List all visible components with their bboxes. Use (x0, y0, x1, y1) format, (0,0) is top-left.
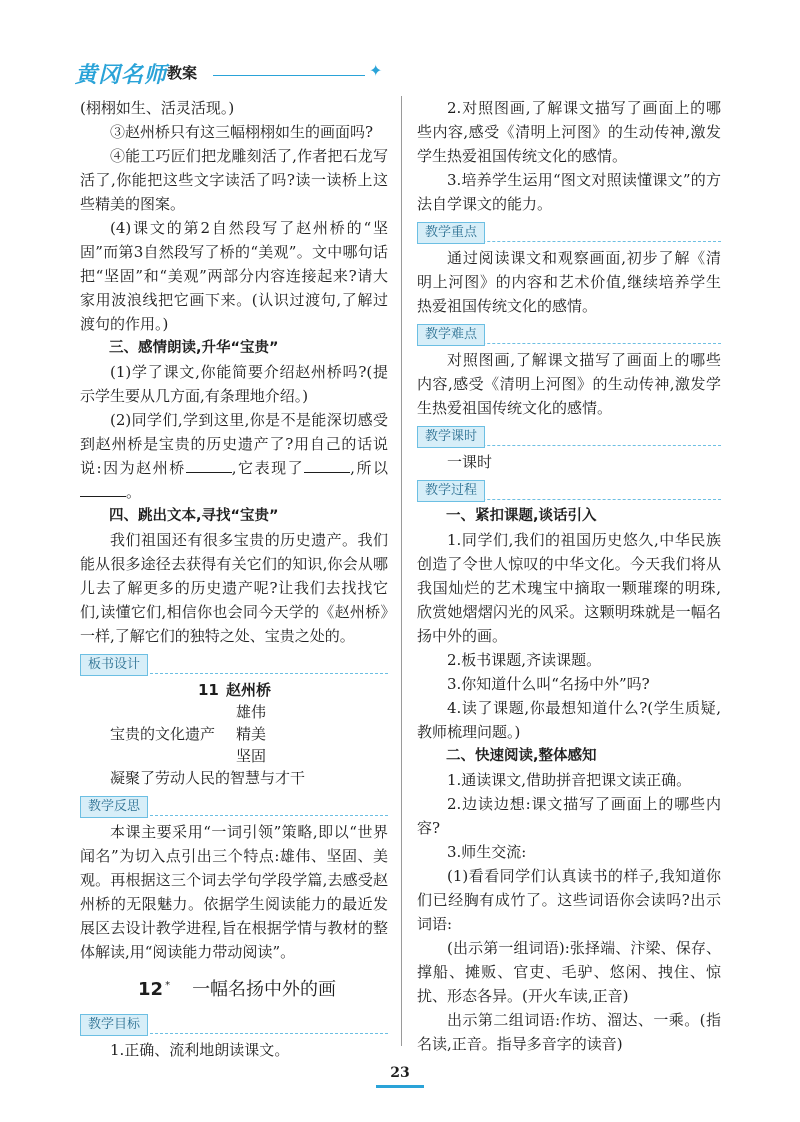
paragraph: (1)看看同学们认真读书的样子,我知道你们已经胸有成竹了。这些词语你会读吗?出示词语: (417, 867, 721, 933)
paragraph: 2.边读边想:课文描写了画面上的哪些内容? (417, 795, 721, 837)
left-column (80, 96, 388, 1062)
blank-line (186, 456, 232, 473)
paragraph: ③赵州桥只有这三幅栩栩如生的画面吗? (110, 123, 374, 141)
board-title: 赵州桥 (226, 681, 272, 699)
difficulty-section (417, 318, 721, 348)
section-tag: 教学重点 (417, 222, 485, 244)
paragraph: (4)课文的第2自然段写了赵州桥的“坚固”而第3自然段写了桥的“美观”。文中哪句话把“坚固”和“美观”两部分内容连接起来?请大家用波浪线把它画下来。(认识过渡句,了解过渡句的作用。) (80, 219, 388, 333)
board-label: 宝贵的文化遗产 (110, 725, 216, 743)
header-subtitle: 教案 (167, 64, 198, 82)
text: ,所以 (350, 459, 388, 477)
board-number: 11 (198, 681, 219, 699)
page-number: 23 (390, 1065, 410, 1081)
board-word: 雄伟 (236, 703, 267, 721)
column-divider (401, 96, 402, 1046)
paragraph: 2.对照图画,了解课文描写了画面上的哪些内容,感受《清明上河图》的生动传神,激发学生热爱祖国传统文化的感情。 (417, 99, 721, 165)
board-summary: 凝聚了劳动人民的智慧与才干 (110, 769, 306, 787)
right-column (417, 96, 721, 1056)
section-heading: 四、跳出文本,寻找“宝贵” (109, 508, 279, 524)
paragraph: 3.你知道什么叫“名扬中外”吗? (447, 675, 650, 693)
text: ,它表现了 (231, 459, 305, 477)
board-design (80, 678, 388, 787)
class-hours-section (417, 420, 721, 450)
paragraph: 1.正确、流利地朗读课文。 (110, 1041, 290, 1059)
section-tag: 教学目标 (80, 1014, 148, 1036)
text: 。 (126, 483, 142, 501)
paragraph: 一课时 (447, 453, 493, 471)
lesson-title (80, 974, 388, 1002)
board-word: 精美 (236, 725, 267, 743)
paragraph: 我们祖国还有很多宝贵的历史遗产。我们能从很多途径去获得有关它们的知识,你会从哪儿去了解更多的历史遗产呢?让我们去找找它们,读懂它们,相信你也会同今天学的《赵州桥》一样,了解它们的独特之处、宝贵之处的。 (80, 531, 388, 645)
paragraph: (出示第一组词语):张择端、汴梁、保存、撑船、摊贩、官吏、毛驴、悠闲、拽住、惊扰、形态各异。(开火车读,正音) (417, 939, 721, 1005)
brand-logo: 黄冈名师 (75, 63, 168, 88)
lesson-number: 12 (138, 979, 164, 1000)
paragraph: 通过阅读课文和观察画面,初步了解《清明上河图》的内容和艺术价值,继续培养学生热爱祖国传统文化的感情。 (417, 249, 721, 315)
key-points-section (417, 216, 721, 246)
fill-in-paragraph (80, 408, 388, 504)
section-tag: 教学难点 (417, 324, 485, 346)
section-heading: 三、感情朗读,升华“宝贵” (109, 340, 279, 356)
paragraph: (栩栩如生、活灵活现。) (80, 99, 235, 117)
section-tag: 教学反思 (80, 796, 148, 818)
paragraph: ④能工巧匠们把龙雕刻活了,作者把石龙写活了,你能把这些文字读活了吗?读一读桥上这些精美的图案。 (80, 147, 388, 213)
board-design-section (80, 648, 388, 678)
paragraph: 2.板书课题,齐读课题。 (447, 651, 602, 669)
page-number-bar (376, 1085, 424, 1088)
paragraph: 本课主要采用“一词引领”策略,即以“世界闻名”为切入点引出三个特点:雄伟、坚固、美观。再根据这三个词去学句学段学篇,去感受赵州桥的无限魅力。依据学生阅读能力的最近发展区去设计教学进程,旨在根据学情与教材的整体解读,用“阅读能力带动阅读”。 (80, 823, 388, 961)
paragraph: 对照图画,了解课文描写了画面上的哪些内容,感受《清明上河图》的生动传神,激发学生热爱祖国传统文化的感情。 (417, 351, 721, 417)
process-section (417, 474, 721, 504)
section-tag: 教学过程 (417, 480, 485, 502)
lesson-name: 一幅名扬中外的画 (192, 979, 337, 1000)
lesson-mark: * (165, 980, 171, 991)
board-word: 坚固 (236, 747, 267, 765)
section-tag: 教学课时 (417, 426, 485, 448)
paragraph: 出示第二组词语:作坊、溜达、一乘。(指名读,正音。指导多音字的读音) (417, 1011, 721, 1053)
running-header (75, 58, 435, 92)
paragraph: 4.读了课题,你最想知道什么?(学生质疑,教师梳理问题。) (417, 699, 721, 741)
sparkle-icon: ✦ (369, 61, 383, 80)
goals-section (80, 1008, 388, 1038)
paragraph: 3.培养学生运用“图文对照读懂课文”的方法自学课文的能力。 (417, 171, 721, 213)
section-heading: 二、快速阅读,整体感知 (446, 748, 597, 764)
text: (2)同学们,学到这里,你是不是能深切感受到赵州桥是宝贵的历史遗产了?用自己的话说说:因为赵州桥 (80, 411, 388, 477)
paragraph: 1.通读课文,借助拼音把课文读正确。 (447, 771, 692, 789)
blank-line (80, 480, 126, 497)
paragraph: (1)学了课文,你能简要介绍赵州桥吗?(提示学生要从几方面,有条理地介绍。) (80, 363, 388, 405)
paragraph: 1.同学们,我们的祖国历史悠久,中华民族创造了令世人惊叹的中华文化。今天我们将从我国灿烂的艺术瑰宝中摘取一颗璀璨的明珠,欣赏她熠熠闪光的风采。这颗明珠就是一幅名扬中外的画。 (417, 531, 721, 645)
paragraph: 3.师生交流: (447, 843, 527, 861)
section-heading: 一、紧扣课题,谈话引入 (446, 508, 597, 524)
reflection-section (80, 790, 388, 820)
section-tag: 板书设计 (80, 654, 148, 676)
blank-line (304, 456, 350, 473)
header-rule (213, 75, 365, 76)
